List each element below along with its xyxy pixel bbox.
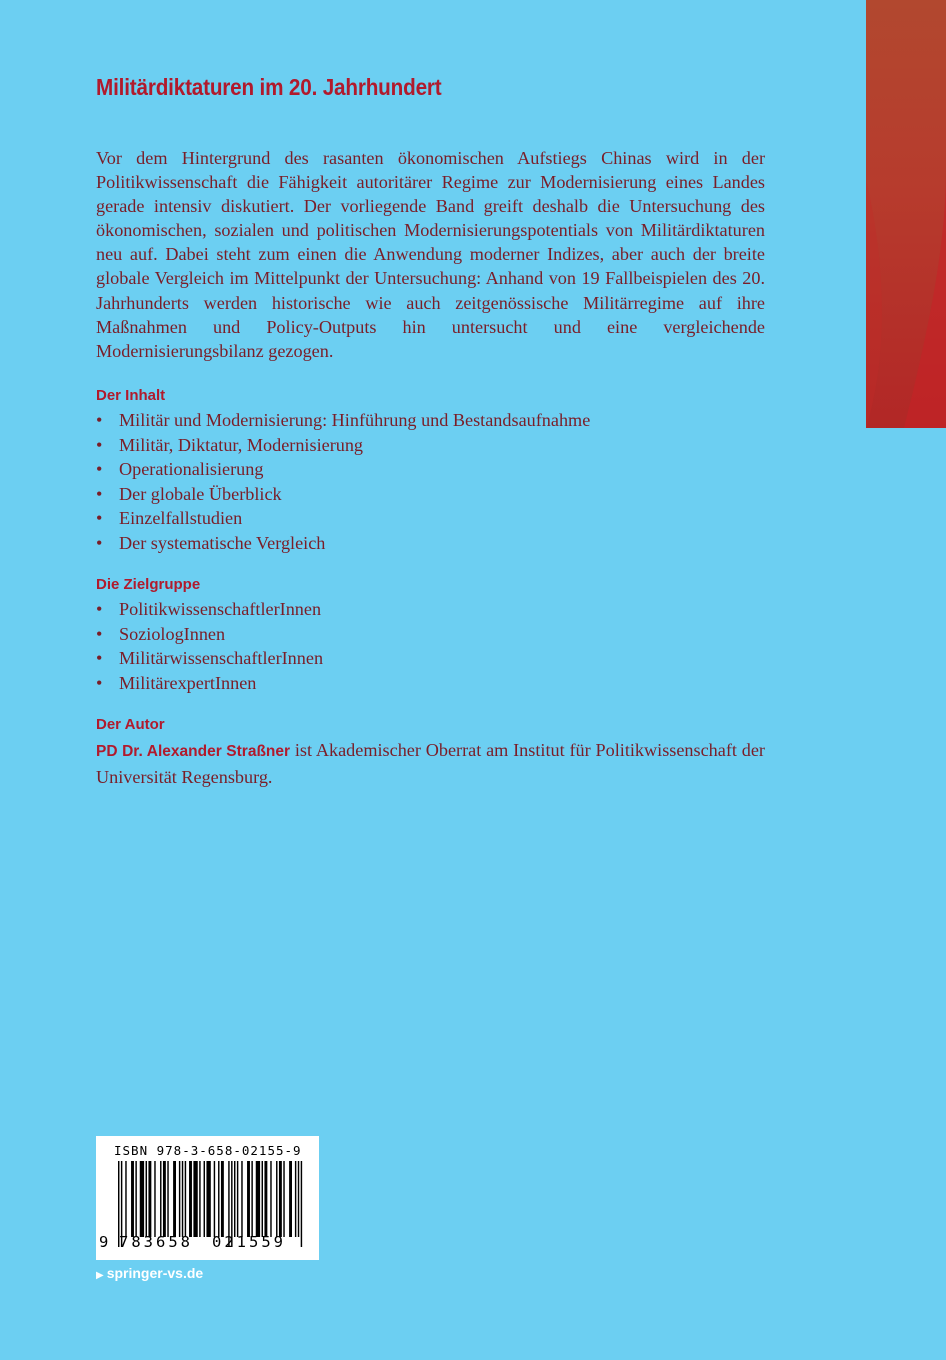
barcode-digits-right: 021559 [212, 1233, 286, 1251]
list-item: • Einzelfallstudien [96, 506, 590, 531]
bullet-icon: • [96, 623, 103, 644]
barcode-bar [247, 1161, 250, 1237]
isbn-label: ISBN 978-3-658-02155-9 [114, 1143, 302, 1158]
barcode-bar [283, 1161, 284, 1237]
list-item: • MilitärexpertInnen [96, 671, 323, 696]
author-heading: Der Autor [96, 716, 165, 733]
barcode-bar [206, 1161, 210, 1237]
contents-list [96, 408, 590, 556]
book-title: Militärdiktaturen im 20. Jahrhundert [96, 74, 442, 100]
barcode-bar [221, 1161, 224, 1237]
barcode-bar [167, 1161, 168, 1237]
bullet-icon: • [96, 648, 103, 669]
barcode-bar [279, 1161, 282, 1237]
barcode-bar [140, 1161, 144, 1237]
audience-list [96, 597, 323, 695]
list-item: • Der globale Überblick [96, 482, 590, 507]
barcode-bar [179, 1161, 180, 1237]
barcode-digit-first: 9 [99, 1233, 109, 1251]
bullet-icon: • [96, 599, 103, 619]
barcode-bar [251, 1161, 252, 1237]
list-item: • SoziologInnen [96, 622, 323, 647]
barcode-digits-left: 783658 [119, 1233, 193, 1251]
barcode-bar [295, 1161, 296, 1237]
bullet-icon: • [96, 483, 103, 504]
website-text: springer-vs.de [106, 1265, 204, 1281]
barcode-bar [237, 1161, 238, 1237]
strip-curve-graphic [866, 0, 946, 428]
barcode-bar [135, 1161, 136, 1237]
barcode-bar [189, 1161, 192, 1237]
barcode-bar [214, 1161, 215, 1237]
barcode-bar [160, 1161, 161, 1237]
barcode-bar [264, 1161, 267, 1237]
barcode-bar [154, 1161, 155, 1237]
list-item: • Militär, Diktatur, Modernisierung [96, 433, 590, 458]
contents-heading: Der Inhalt [96, 387, 166, 404]
bullet-icon: • [96, 459, 103, 480]
bullet-icon: • [96, 532, 103, 553]
play-arrow-icon: ▶ [96, 1270, 104, 1281]
barcode-bar [218, 1161, 219, 1237]
barcode-digits [96, 1233, 319, 1257]
list-item: • Der systematische Vergleich [96, 531, 590, 556]
barcode-bar [234, 1161, 235, 1237]
list-item: • MilitärwissenschaftlerInnen [96, 646, 323, 671]
list-item: • PolitikwissenschaftlerInnen [96, 597, 323, 622]
barcode-bar [256, 1161, 260, 1237]
barcode-bar [146, 1161, 147, 1237]
bullet-icon: • [96, 672, 103, 693]
barcode-bar [262, 1161, 263, 1237]
cover-side-strip [866, 0, 946, 428]
barcode-bar [173, 1161, 176, 1237]
barcode-bar [289, 1161, 292, 1237]
barcode-bar [182, 1161, 183, 1237]
barcode-bar [276, 1161, 277, 1237]
isbn-barcode [96, 1136, 319, 1260]
audience-heading: Die Zielgruppe [96, 576, 201, 593]
bullet-icon: • [96, 508, 103, 529]
intro-paragraph: Vor dem Hintergrund des rasanten ökonomischen Aufstiegs Chinas wird in der Politikwissenschaft die Fähigkeit autoritärer Regime zur Modernisierung eines Landes gerade intensiv diskutiert. Der vorliegende Band greift deshalb die Untersuchung des ökonomischen, sozialen und politischen Modernisierungspotentials von Militärdiktaturen neu auf. Dabei steht zum einen die Anwendung moderner Indizes, aber auch der breite globale Vergleich im Mittelpunkt der Untersuchung: Anhand von 19 Fallbeispielen des 20. Jahrhunderts werden historische wie auch zeitgenössische Militärregime auf ihre Maßnahmen und Policy-Outputs hin untersucht und eine vergleichende Modernisierungsbilanz gezogen. [96, 148, 765, 361]
barcode-bar [185, 1161, 186, 1237]
bullet-icon: • [96, 434, 103, 455]
barcode-bar [125, 1161, 126, 1237]
barcode-bar [241, 1161, 242, 1237]
publisher-website[interactable] [96, 1265, 203, 1281]
barcode-bar [163, 1161, 166, 1237]
author-name: PD Dr. Alexander Straßner [96, 743, 291, 760]
bullet-icon: • [96, 410, 103, 430]
author-bio-text: ist Akademischer Oberrat am Institut für Politikwissenschaft der Universität Regensburg. [96, 740, 765, 787]
barcode-bar [204, 1161, 205, 1237]
barcode-bar [298, 1161, 299, 1237]
barcode-bar [148, 1161, 151, 1237]
author-bio [96, 738, 765, 789]
list-item: • Operationalisierung [96, 457, 590, 482]
barcode-bar [199, 1161, 200, 1237]
barcode-bar [270, 1161, 271, 1237]
barcode-bar [131, 1161, 134, 1237]
barcode-bar [193, 1161, 197, 1237]
list-item: • Militär und Modernisierung: Hinführung und Bestandsaufnahme [96, 408, 590, 433]
